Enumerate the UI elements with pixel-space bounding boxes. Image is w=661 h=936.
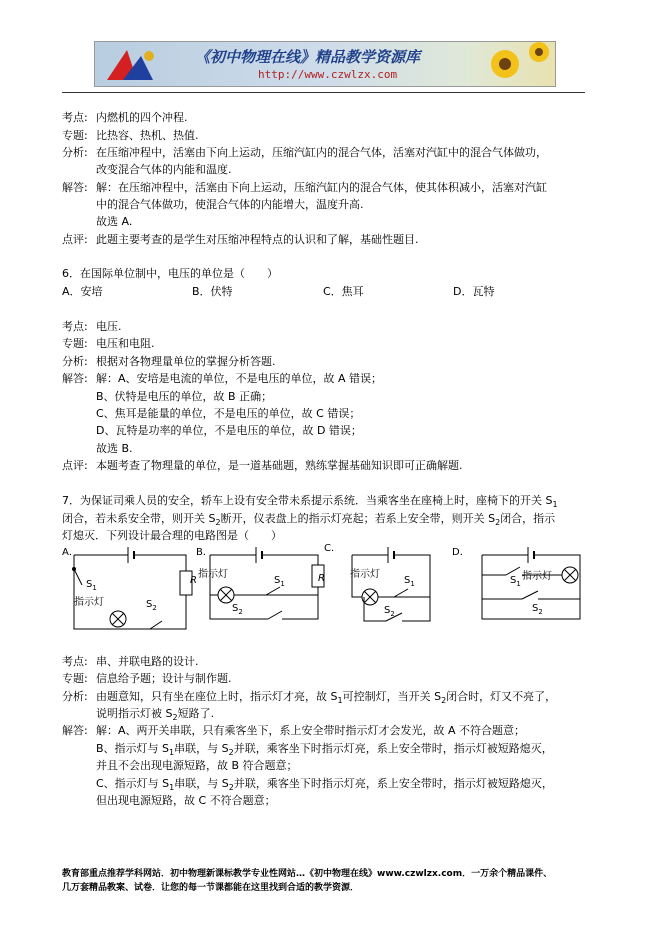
q6-dianping-label: 点评: bbox=[62, 459, 88, 472]
q6-option-b: B．伏特 bbox=[192, 285, 233, 298]
q5-fenxi-line1: 在压缩冲程中，活塞由下向上运动，压缩汽缸内的混合气体，活塞对汽缸中的混合气体做功， bbox=[96, 146, 547, 159]
header-rule bbox=[62, 92, 585, 93]
circuit-a-label: A． bbox=[62, 547, 79, 558]
q7-stem-line3: 灯熄灭．下列设计最合理的电路图是（ ） bbox=[62, 529, 282, 542]
q7-stem-line1: 7．为保证司乘人员的安全，轿车上设有安全带未系提示系统．当乘客坐在座椅上时，座椅下的开关 $S_1$ bbox=[62, 494, 558, 510]
q7-jieda-line4: C、指示灯与 $S_1$串联，与 $S_2$并联，乘客坐下时指示灯亮，系上安全带时，指示灯被短路熄灭， bbox=[96, 777, 553, 793]
svg-text:指示灯: 指示灯 bbox=[198, 569, 228, 580]
logo-icon bbox=[97, 42, 167, 86]
q5-fenxi-label: 分析: bbox=[62, 146, 88, 159]
svg-text:S2: $S_2$ bbox=[384, 605, 395, 618]
svg-text:R: R bbox=[318, 573, 325, 584]
q5-kaodian-label: 考点: bbox=[62, 111, 88, 124]
q5-dianping-label: 点评: bbox=[62, 233, 88, 246]
q6-kaodian: 电压. bbox=[96, 320, 122, 333]
circuit-d-label: D． bbox=[452, 547, 470, 558]
svg-text:指示灯: 指示灯 bbox=[74, 597, 104, 608]
q6-jieda-label: 解答: bbox=[62, 372, 88, 385]
q6-fenxi: 根据对各物理量单位的掌握分析答题. bbox=[96, 355, 276, 368]
circuit-d bbox=[452, 547, 580, 619]
circuit-b bbox=[196, 547, 325, 619]
sunflower-icon bbox=[475, 42, 555, 86]
circuit-a bbox=[62, 547, 197, 629]
q7-jieda-label: 解答: bbox=[62, 724, 88, 737]
q7-zhuanti: 信息给予题；设计与制作题. bbox=[96, 672, 232, 685]
q5-dianping: 此题主要考查的是学生对压缩冲程特点的认识和了解，基础性题目. bbox=[96, 233, 419, 246]
q7-stem-line2: 闭合，若未系安全带，则开关 $S_2$断开，仪表盘上的指示灯亮起；若系上安全带，则开关 $S_2$闭合，指示 bbox=[62, 512, 556, 528]
q7-fenxi-label: 分析: bbox=[62, 690, 88, 703]
q6-zhuanti-label: 专题: bbox=[62, 337, 88, 350]
q6-option-d: D．瓦特 bbox=[453, 285, 495, 298]
q7-kaodian-label: 考点: bbox=[62, 655, 88, 668]
q7-jieda-line5: 但出现电源短路，故 C 不符合题意； bbox=[96, 794, 276, 807]
q7-fenxi-line2: 说明指示灯被 $S_2$短路了. bbox=[96, 707, 215, 723]
banner-title: 《初中物理在线》精品教学资源库 bbox=[195, 48, 421, 66]
footer-line2: 几万套精品教案、试卷．让您的每一节课都能在这里找到合适的教学资源． bbox=[62, 883, 360, 893]
q6-dianping: 本题考查了物理量的单位，是一道基础题，熟练掌握基础知识即可正确解题. bbox=[96, 459, 463, 472]
svg-text:S1: $S_1$ bbox=[404, 575, 415, 588]
header-banner bbox=[94, 41, 556, 87]
q6-option-a: A．安培 bbox=[62, 285, 103, 298]
q7-jieda-line2: B、指示灯与 $S_1$串联，与 $S_2$并联，乘客坐下时指示灯亮，系上安全带时，指示灯被短路熄灭， bbox=[96, 742, 553, 758]
q6-jieda-line5: 故选 B. bbox=[96, 442, 133, 455]
q7-fenxi-line1: 由题意知，只有坐在座位上时，指示灯才亮，故 $S_1$可控制灯，当开关 $S_2$闭合时，灯又不亮了， bbox=[96, 690, 557, 706]
q5-zhuanti-label: 专题: bbox=[62, 129, 88, 142]
circuit-c-label: C． bbox=[324, 543, 341, 554]
q6-jieda-line4: D、瓦特是功率的单位，不是电压的单位，故 D 错误； bbox=[96, 424, 362, 437]
q6-stem: 6．在国际单位制中，电压的单位是（ ） bbox=[62, 267, 278, 280]
svg-text:S1: $S_1$ bbox=[274, 575, 285, 588]
circuit-c bbox=[324, 543, 430, 621]
q6-zhuanti: 电压和电阻. bbox=[96, 337, 155, 350]
q6-fenxi-label: 分析: bbox=[62, 355, 88, 368]
q6-option-c: C．焦耳 bbox=[323, 285, 364, 298]
svg-text:S2: $S_2$ bbox=[232, 603, 243, 616]
banner-url[interactable]: http://www.czwlzx.com bbox=[258, 68, 398, 81]
q6-jieda-line2: B、伏特是电压的单位，故 B 正确； bbox=[96, 390, 273, 403]
q7-kaodian: 串、并联电路的设计. bbox=[96, 655, 199, 668]
footer-line1: 教育部重点推荐学科网站．初中物理新课标教学专业性网站…《初中物理在线》www.czwlzx.com．一万余个精品课件、 bbox=[62, 869, 553, 879]
circuit-figures bbox=[62, 543, 661, 643]
svg-text:S1: $S_1$ bbox=[86, 579, 97, 592]
q5-fenxi-line2: 改变混合气体的内能和温度. bbox=[96, 163, 232, 176]
q6-kaodian-label: 考点: bbox=[62, 320, 88, 333]
circuit-b-label: B． bbox=[196, 547, 213, 558]
svg-text:指示灯: 指示灯 bbox=[350, 569, 380, 580]
q7-jieda-line1: 解：A、两开关串联，只有乘客坐下，系上安全带时指示灯才会发光，故 A 不符合题意； bbox=[96, 724, 526, 737]
q7-zhuanti-label: 专题: bbox=[62, 672, 88, 685]
svg-text:指示灯: 指示灯 bbox=[522, 571, 552, 582]
q5-jieda-line3: 故选 A. bbox=[96, 215, 133, 228]
svg-text:S2: $S_2$ bbox=[146, 599, 157, 612]
q5-jieda-line2: 中的混合气体做功，使混合气体的内能增大，温度升高. bbox=[96, 198, 364, 211]
svg-text:S1: $S_1$ bbox=[510, 575, 521, 588]
q7-jieda-line3: 并且不会出现电源短路，故 B 符合题意； bbox=[96, 759, 298, 772]
q6-jieda-line1: 解：A、安培是电流的单位，不是电压的单位，故 A 错误； bbox=[96, 372, 383, 385]
q5-jieda-line1: 解：在压缩冲程中，活塞由下向上运动，压缩汽缸内的混合气体，使其体积减小，活塞对汽缸 bbox=[96, 181, 547, 194]
svg-text:R: R bbox=[190, 575, 197, 586]
svg-text:S2: $S_2$ bbox=[532, 603, 543, 616]
q5-jieda-label: 解答: bbox=[62, 181, 88, 194]
q5-zhuanti: 比热容、热机、热值. bbox=[96, 129, 199, 142]
q5-kaodian: 内燃机的四个冲程. bbox=[96, 111, 188, 124]
q6-jieda-line3: C、焦耳是能量的单位，不是电压的单位，故 C 错误； bbox=[96, 407, 361, 420]
